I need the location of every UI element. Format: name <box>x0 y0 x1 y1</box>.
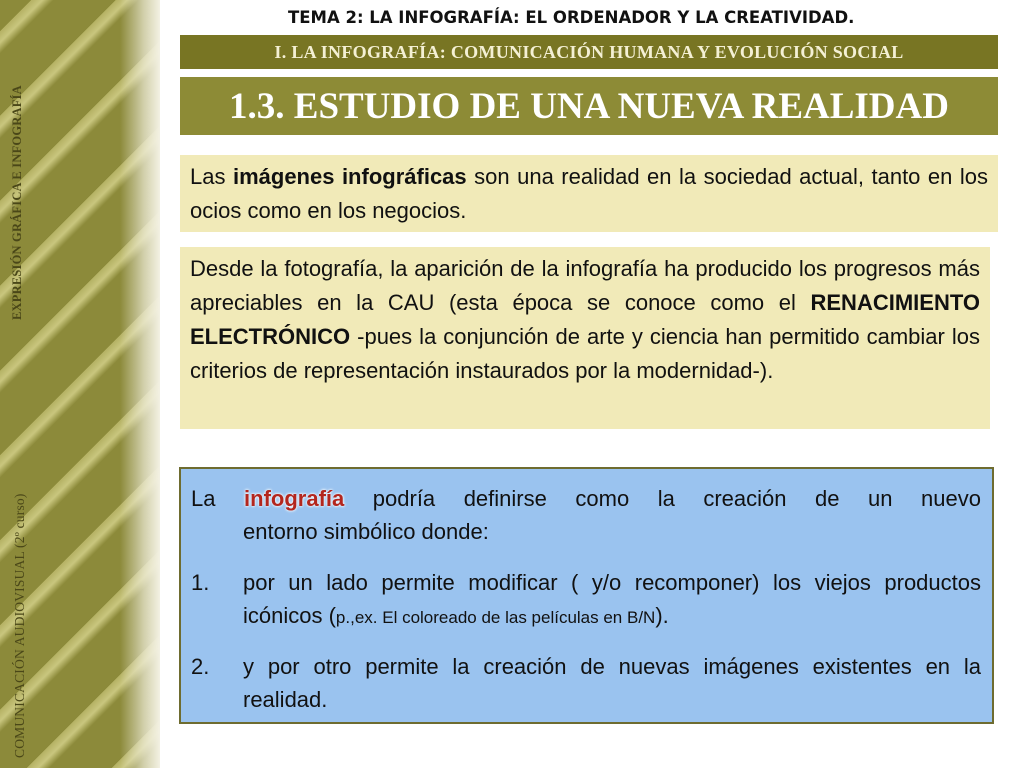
bold-term: RENACIMIENTO ELECTRÓNICO <box>190 290 980 349</box>
text-run: son una realidad en la sociedad actual, tanto en los ocios como en los negocios. <box>190 164 988 223</box>
text-run: podría definirse como la creación de un nuevo <box>344 486 981 511</box>
renaissance-paragraph <box>180 247 990 429</box>
text-run: -pues la conjunción de arte y ciencia han permitido cambiar los criterios de representación instaurados por la modernidad-). <box>190 324 980 383</box>
definition-box <box>179 467 994 724</box>
intro-paragraph <box>180 155 998 232</box>
definition-first-line <box>191 482 981 515</box>
section-heading: I. LA INFOGRAFÍA: COMUNICACIÓN HUMANA Y EVOLUCIÓN SOCIAL <box>180 35 998 69</box>
slide-title: 1.3. ESTUDIO DE UNA NUEVA REALIDAD <box>180 77 998 135</box>
list-number: 2. <box>191 654 210 679</box>
vertical-subject-title: EXPRESIÓN GRÁFICA E INFOGRAFÍA <box>10 85 24 320</box>
list-number: 1. <box>191 570 210 595</box>
list-item-text <box>243 566 981 634</box>
example-note: p.,ex. El coloreado de las películas en B/N <box>335 608 656 627</box>
definition-second-line: entorno simbólico donde: <box>243 519 489 544</box>
bold-term: imágenes infográficas <box>232 164 467 189</box>
topic-heading: TEMA 2: LA INFOGRAFÍA: EL ORDENADOR Y LA CREATIVIDAD. <box>288 8 855 27</box>
text-run: Las <box>190 164 233 189</box>
highlighted-keyword: infografía <box>244 486 345 511</box>
text-run: La <box>191 486 245 511</box>
list-item <box>191 566 981 634</box>
text-run: Desde la fotografía, la aparición de la infografía ha producido los progresos más apreciables en la CAU (esta época se conoce como el <box>190 256 980 315</box>
list-item <box>191 650 981 716</box>
text-run: ). <box>655 603 669 628</box>
list-item-text: y por otro permite la creación de nuevas imágenes existentes en la realidad. <box>243 654 981 712</box>
definition-intro <box>191 482 981 548</box>
vertical-course-label: COMUNICACIÓN AUDIOVISUAL (2º curso) <box>12 493 27 758</box>
text-run: por un lado permite modificar ( y/o recomponer) los viejos productos icónicos ( <box>243 570 981 628</box>
